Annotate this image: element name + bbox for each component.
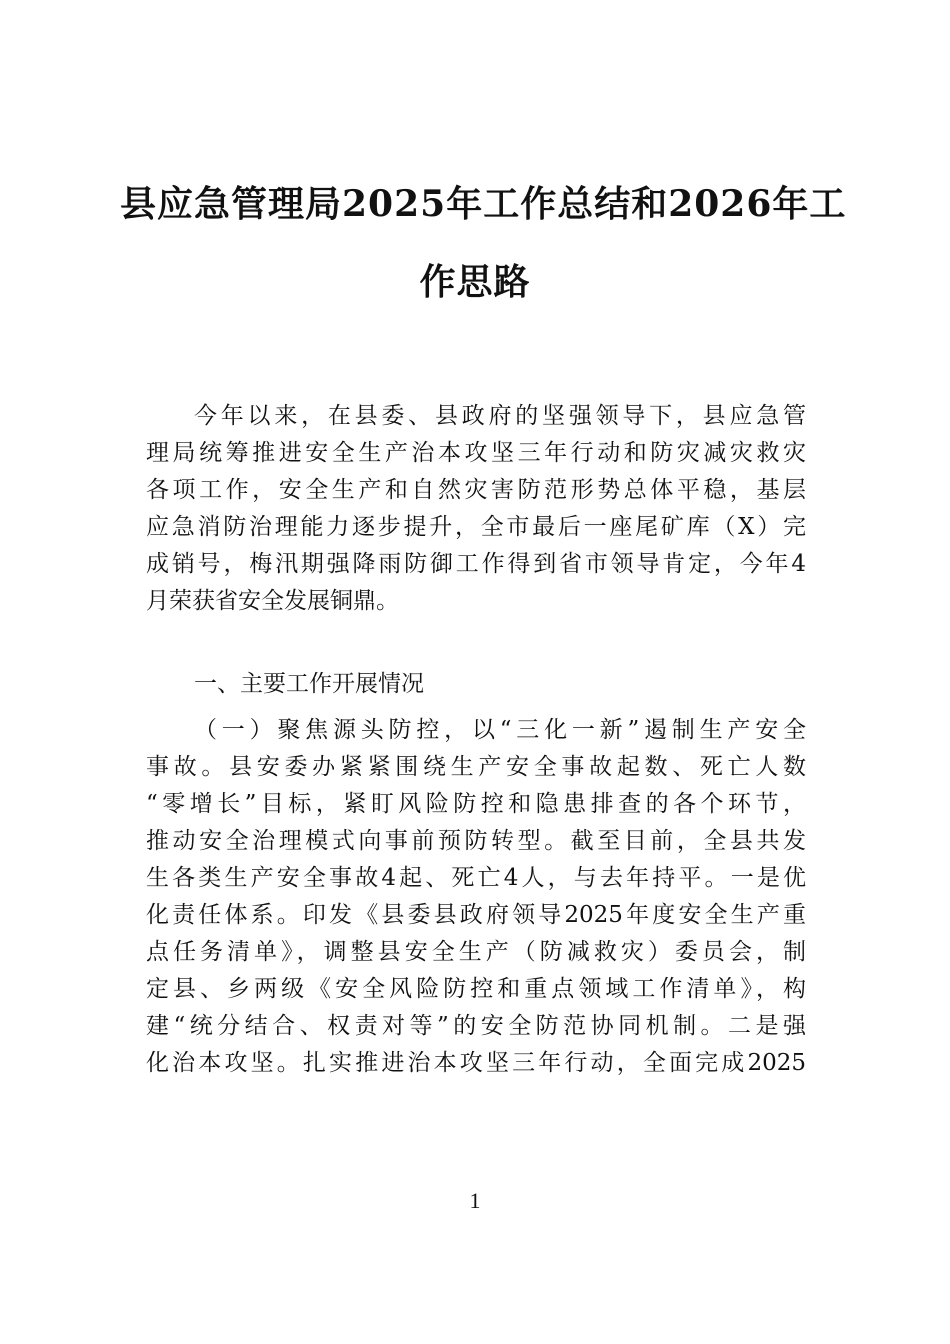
title-line-1: 县应急管理局2025年工作总结和2026年工 [120, 183, 847, 225]
section-heading: 一、主要工作开展情况 [194, 671, 424, 697]
page-number: 1 [469, 1188, 481, 1213]
paragraph-line: 月荣获省安全发展铜鼎。 [146, 588, 399, 614]
paragraph-line: 点任务清单》，调整县安全生产（防减救灾）委员会，制 [146, 939, 806, 965]
section1-paragraph [146, 712, 806, 1082]
paragraph-line: “零增长”目标，紧盯风险防控和隐患排查的各个环节， [146, 791, 806, 817]
paragraph-line: 化责任体系。印发《县委县政府领导2025年度安全生产重 [146, 902, 806, 928]
paragraph-line: （一）聚焦源头防控，以“三化一新”遏制生产安全 [194, 717, 806, 743]
paragraph-line: 事故。县安委办紧紧围绕生产安全事故起数、死亡人数 [146, 754, 806, 780]
paragraph-line: 成销号，梅汛期强降雨防御工作得到省市领导肯定，今年4 [146, 551, 806, 577]
paragraph-line: 理局统筹推进安全生产治本攻坚三年行动和防灾减灾救灾 [146, 440, 806, 466]
paragraph-line: 各项工作，安全生产和自然灾害防范形势总体平稳，基层 [146, 477, 806, 503]
paragraph-line: 推动安全治理模式向事前预防转型。截至目前，全县共发 [146, 828, 806, 854]
title-line-2: 作思路 [419, 261, 531, 303]
paragraph-line: 今年以来，在县委、县政府的坚强领导下，县应急管 [194, 403, 806, 429]
paragraph-line: 应急消防治理能力逐步提升，全市最后一座尾矿库（X）完 [146, 514, 806, 540]
intro-paragraph [146, 398, 806, 620]
paragraph-line: 化治本攻坚。扎实推进治本攻坚三年行动，全面完成2025 [146, 1050, 806, 1076]
paragraph-line: 生各类生产安全事故4起、死亡4人，与去年持平。一是优 [146, 865, 806, 891]
paragraph-line: 定县、乡两级《安全风险防控和重点领域工作清单》，构 [146, 976, 806, 1002]
document-title [120, 165, 847, 321]
paragraph-line: 建“统分结合、权责对等”的安全防范协同机制。二是强 [146, 1013, 806, 1039]
